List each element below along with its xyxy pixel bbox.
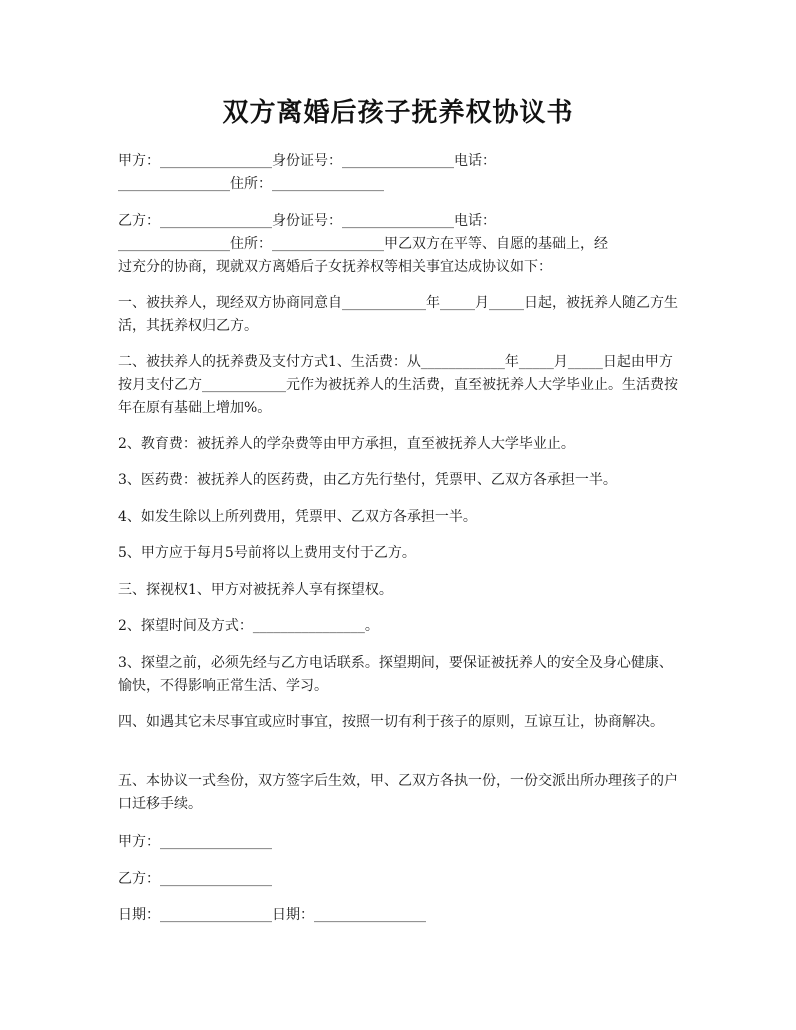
party-b-line-1: 乙方：________________身份证号：________________电话： <box>118 213 496 229</box>
clause-payment-date: 5、甲方应于每月5号前将以上费用支付于乙方。 <box>118 545 416 561</box>
clause-copies: 五、本协议一式叁份，双方签字后生效，甲、乙双方各执一份，一份交派出所办理孩子的户口迁移手续。 <box>118 773 678 812</box>
clause-medical-fee: 3、医药费：被抚养人的医药费，由乙方先行垫付，凭票甲、乙双方各承担一半。 <box>118 472 617 488</box>
party-a-line-1: 甲方：________________身份证号：________________电话： <box>118 153 496 169</box>
party-a-line-2: ________________住所：________________ <box>118 176 384 192</box>
clause-visitation-right: 三、探视权1、甲方对被抚养人享有探望权。 <box>118 582 393 598</box>
page-title: 双方离婚后孩子抚养权协议书 <box>222 98 574 128</box>
clause-education-fee: 2、教育费：被抚养人的学杂费等由甲方承担，直至被抚养人大学毕业止。 <box>118 436 575 452</box>
signature-party-b: 乙方：________________ <box>118 871 272 887</box>
clause-other-fees: 4、如发生除以上所列费用，凭票甲、乙双方各承担一半。 <box>118 509 477 525</box>
clause-visitation-time: 2、探望时间及方式：________________。 <box>118 618 379 634</box>
clause-visitation-rules: 3、探望之前，必须先经与乙方电话联系。探望期间，要保证被抚养人的安全及身心健康、愉快，不得影响正常生活、学习。 <box>118 655 673 694</box>
party-a-info <box>118 150 684 196</box>
clause-other-matters: 四、如遇其它未尽事宜或应时事宜，按照一切有利于孩子的原则，互谅互让，协商解决。 <box>118 714 664 730</box>
signature-party-a: 甲方：________________ <box>118 834 272 850</box>
signature-dates: 日期：________________日期：________________ <box>118 907 426 923</box>
party-b-line-3: 过充分的协商，现就双方离婚后子女抚养权等相关事宜达成协议如下： <box>118 259 552 275</box>
clause-custody: 一、被扶养人，现经双方协商同意自____________年_____月_____日起，被抚养人随乙方生活，其抚养权归乙方。 <box>118 295 678 334</box>
clause-living-expenses: 二、被扶养人的抚养费及支付方式1、生活费：从____________年_____月_____日起由甲方按月支付乙方____________元作为被抚养人的生活费，直至被抚养人大学毕业止。生活费按年在原有基础上增加%。 <box>118 354 678 416</box>
party-b-line-2: ________________住所：________________甲乙双方在平等、自愿的基础上，经 <box>118 236 608 252</box>
party-b-info <box>118 210 684 279</box>
